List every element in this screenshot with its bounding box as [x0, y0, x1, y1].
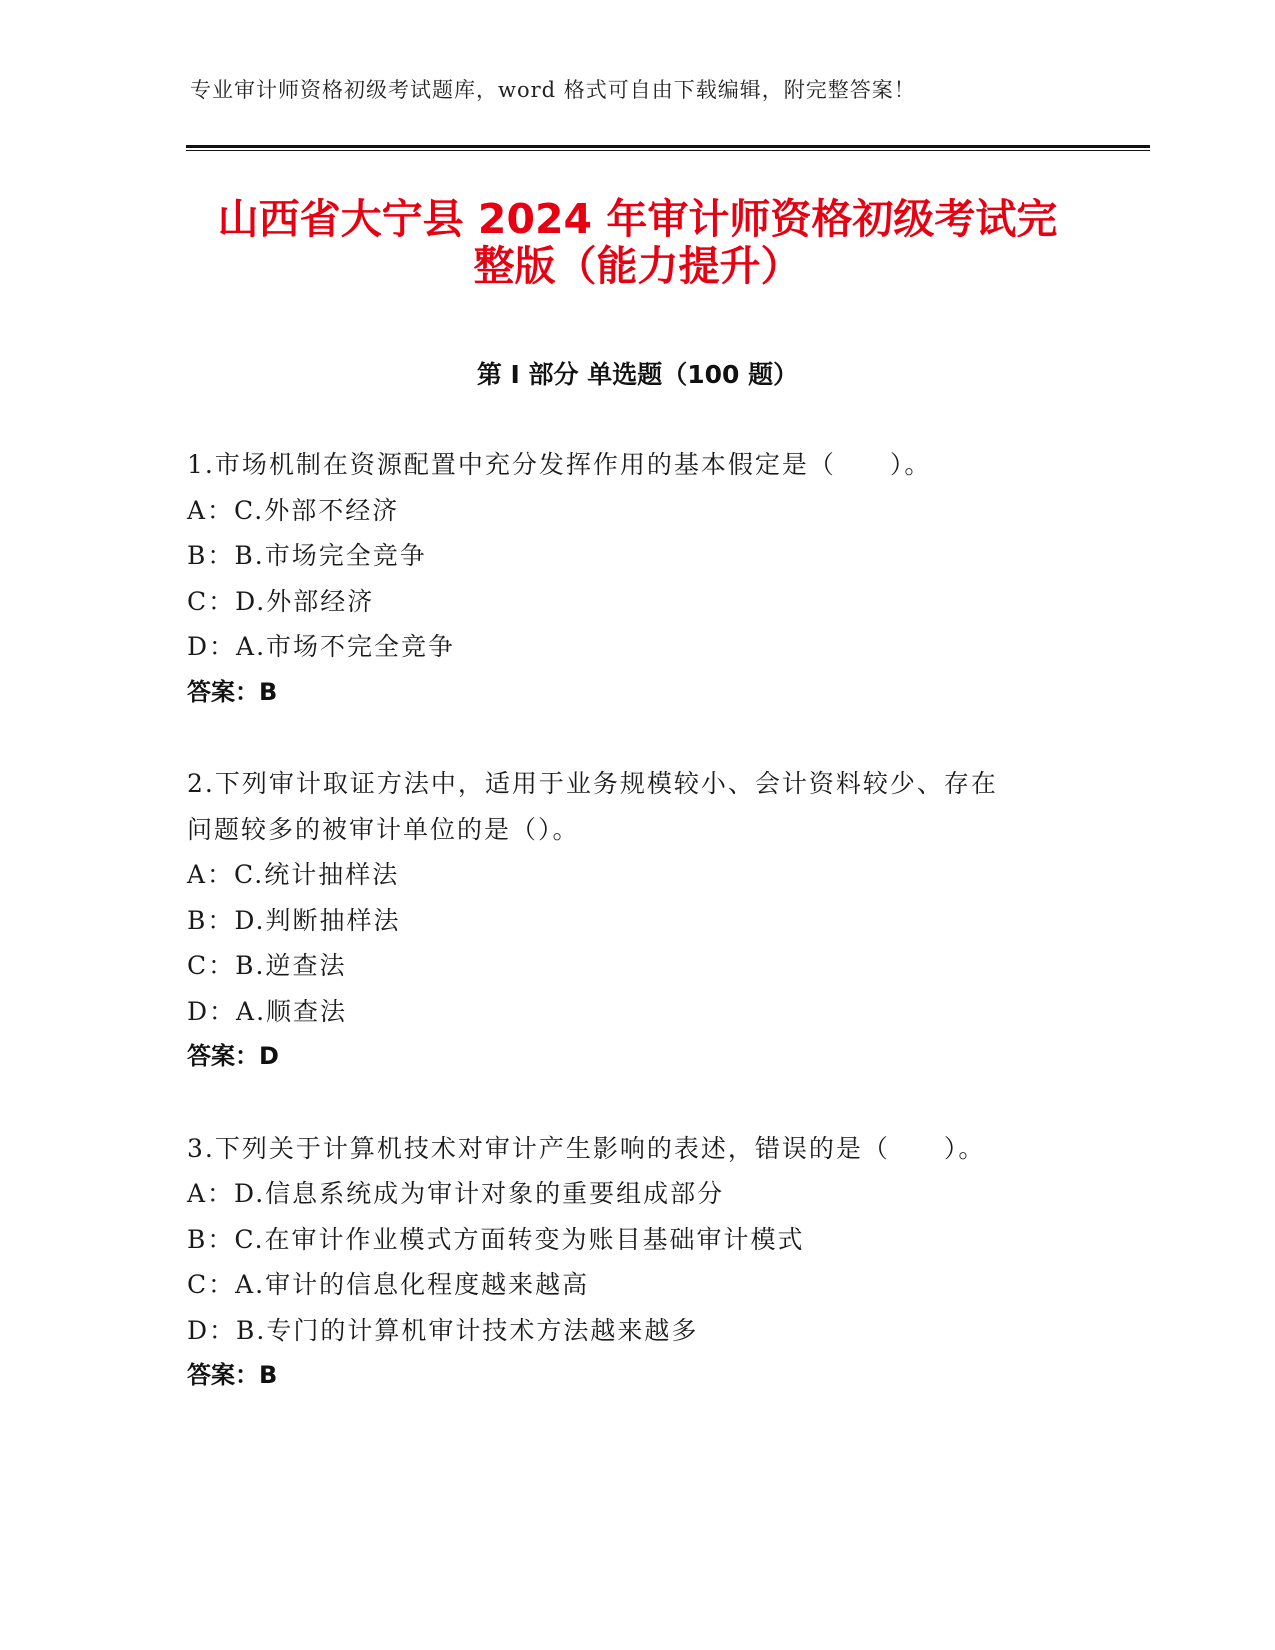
option-a: A：D.信息系统成为审计对象的重要组成部分: [187, 1179, 725, 1208]
option-d: D：B.专门的计算机审计技术方法越来越多: [187, 1315, 699, 1345]
option-a: A：C.外部不经济: [187, 495, 400, 525]
option-d: D：A.市场不完全竞争: [187, 632, 456, 661]
question-3: [187, 1126, 1087, 1399]
question-stem: 3.下列关于计算机技术对审计产生影响的表述，错误的是（ ）。: [187, 1133, 986, 1163]
question-stem: 2.下列审计取证方法中，适用于业务规模较小、会计资料较少、存在: [187, 769, 998, 798]
section-title: 第 I 部分 单选题（100 题）: [476, 360, 799, 389]
header-note: 专业审计师资格初级考试题库，word 格式可自由下载编辑，附完整答案！: [190, 78, 916, 102]
answer: 答案：B: [187, 677, 278, 706]
question-2: [187, 761, 1087, 1080]
document-title: [150, 196, 1125, 290]
option-c: C：D.外部经济: [187, 586, 375, 616]
question-1: [187, 442, 1087, 715]
option-b: B：B.市场完全竞争: [187, 541, 427, 570]
question-stem-continued: 问题较多的被审计单位的是（）。: [187, 814, 580, 844]
question-stem: 1.市场机制在资源配置中充分发挥作用的基本假定是（ ）。: [187, 450, 932, 479]
question-list: [187, 442, 1087, 1445]
option-c: C：A.审计的信息化程度越来越高: [187, 1270, 590, 1299]
header-rule-thin: [186, 150, 1150, 151]
option-b: B：C.在审计作业模式方面转变为账目基础审计模式: [187, 1224, 805, 1254]
option-c: C：B.逆查法: [187, 951, 347, 980]
option-b: B：D.判断抽样法: [187, 905, 401, 935]
option-d: D：A.顺查法: [187, 996, 348, 1026]
option-a: A：C.统计抽样法: [187, 860, 400, 889]
document-title-line-1: 山西省大宁县 2024 年审计师资格初级考试完: [217, 195, 1058, 243]
answer: 答案：D: [187, 1042, 279, 1070]
header-rule-thick: [186, 145, 1150, 148]
answer: 答案：B: [187, 1361, 278, 1389]
document-title-line-2: 整版（能力提升）: [473, 242, 802, 290]
